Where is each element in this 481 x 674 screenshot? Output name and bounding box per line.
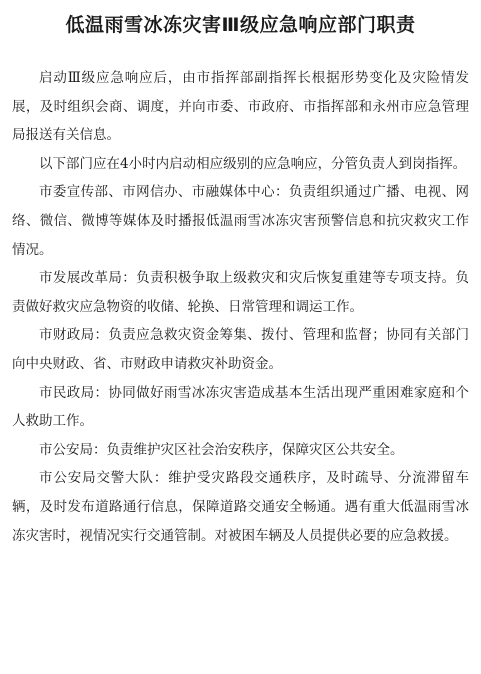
paragraph-response-launch: 启动Ⅲ级应急响应后，由市指挥部副指挥长根据形势变化及灾险情发展，及时组织会商、调度，并向市委、市政府、市指挥部和永州市应急管理局报送有关信息。	[12, 70, 469, 144]
paragraph-finance-bureau: 市财政局：负责应急救灾资金筹集、拨付、管理和监督；协同有关部门向中央财政、省、市财政申请救灾补助资金。	[12, 327, 469, 372]
paragraph-development-reform: 市发展改革局：负责积极争取上级救灾和灾后恢复重建等专项支持。负责做好救灾应急物资的收储、轮换、日常管理和调运工作。	[12, 270, 469, 315]
document-title: 低温雨雪冰冻灾害Ⅲ级应急响应部门职责	[65, 14, 416, 36]
paragraph-departments-intro: 以下部门应在4小时内启动相应级别的应急响应，分管负责人到岗指挥。	[39, 155, 467, 172]
paragraph-public-security: 市公安局：负责维护灾区社会治安秩序，保障灾区公共安全。	[39, 441, 404, 458]
paragraph-traffic-police: 市公安局交警大队：维护受灾路段交通秩序，及时疏导、分流滞留车辆，及时发布道路通行信息，保障道路交通安全畅通。遇有重大低温雨雪冰冻灾害时，视情况实行交通管制。对被困车辆及人员提供必要的应急救援。	[12, 470, 469, 544]
paragraph-civil-affairs: 市民政局：协同做好雨雪冰冻灾害造成基本生活出现严重困难家庭和个人救助工作。	[12, 384, 469, 430]
paragraph-publicity-dept: 市委宣传部、市网信办、市融媒体中心：负责组织通过广播、电视、网络、微信、微博等媒体及时播报低温雨雪冰冻灾害预警信息和抗灾救灾工作情况。	[12, 184, 469, 258]
